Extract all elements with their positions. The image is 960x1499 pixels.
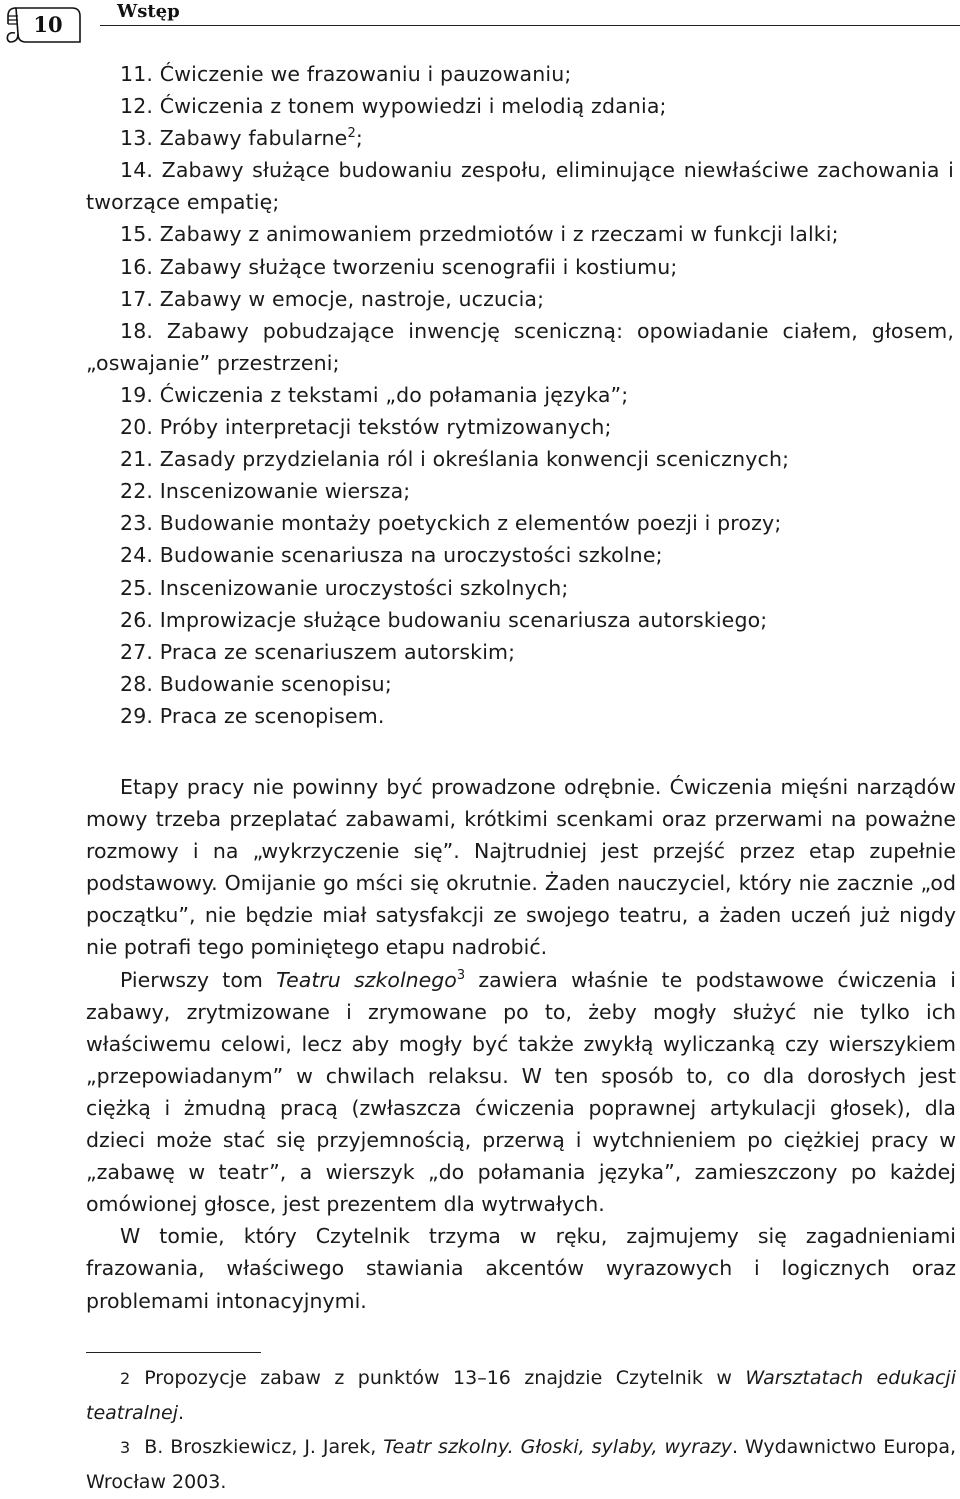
footnote <box>86 1430 956 1499</box>
list-item <box>86 572 954 604</box>
footnotes <box>86 1361 956 1499</box>
list-item-number: 17. <box>120 286 154 311</box>
list-item-number: 28. <box>120 671 154 696</box>
list-item-text: Ćwiczenie we frazowaniu i pauzowaniu; <box>159 62 572 86</box>
running-head: Wstęp <box>117 1 180 22</box>
paragraph-text: Pierwszy tom <box>120 967 277 992</box>
list-item-text: Praca ze scenopisem. <box>159 703 385 728</box>
footnote-mark: 3 <box>120 1438 131 1457</box>
paragraph <box>86 964 956 1221</box>
list-item-number: 19. <box>120 382 154 407</box>
list-item-number: 20. <box>120 415 154 440</box>
footnote-text: Propozycje zabaw z punktów 13–16 znajdzie Czytelnik w <box>144 1367 746 1389</box>
paragraph <box>86 1220 956 1316</box>
list-item-text: Zabawy fabularne <box>159 126 348 151</box>
list-item-number: 21. <box>120 447 154 472</box>
page-number: 10 <box>33 12 63 37</box>
list-item-text: Inscenizowanie uroczystości szkolnych; <box>159 575 569 600</box>
page-header <box>0 0 960 50</box>
list-item-text: Praca ze scenariuszem autorskim; <box>159 639 516 664</box>
paragraph-text: W tomie, który Czytelnik trzyma w ręku, zajmujemy się zagadnieniami frazowania, właściwego stawiania akcentów wyrazowych i logicznych oraz problemami intonacyjnymi. <box>86 1224 956 1313</box>
list-item <box>86 58 954 90</box>
list-item-number: 15. <box>120 222 154 247</box>
list-item <box>86 475 954 507</box>
list-item-text: Zabawy służące budowaniu zespołu, eliminujące niewłaściwe zachowania i tworzące empatię; <box>86 158 955 215</box>
footnote-title: Teatr szkolny. Głoski, sylaby, wyrazy <box>383 1436 732 1458</box>
list-item <box>86 443 954 475</box>
list-item-number: 18. <box>120 318 154 343</box>
list-item-text: Zabawy w emocje, nastroje, uczucia; <box>159 286 545 311</box>
footnote-text: . <box>177 1402 185 1424</box>
exercise-list <box>86 58 954 732</box>
list-item <box>86 539 954 571</box>
list-item-number: 22. <box>120 479 154 504</box>
footnote-ref: 3 <box>456 967 466 983</box>
list-item-text: Zabawy pobudzające inwencję sceniczną: opowiadanie ciałem, głosem, „oswajanie” przestrzeni; <box>86 318 955 375</box>
list-item <box>86 218 954 250</box>
list-item-punct: ; <box>355 126 363 151</box>
page-number-badge <box>6 2 76 46</box>
list-item-number: 16. <box>120 254 154 279</box>
list-item-number: 25. <box>120 575 154 600</box>
list-item <box>86 122 954 154</box>
list-item-text: Próby interpretacji tekstów rytmizowanych; <box>159 415 612 440</box>
list-item <box>86 507 954 539</box>
list-item-number: 14. <box>120 158 154 183</box>
footnote-ref: 2 <box>347 126 356 142</box>
list-item-number: 26. <box>120 607 154 632</box>
list-item-number: 23. <box>120 511 154 536</box>
footnote-rule <box>86 1352 261 1353</box>
list-item <box>86 668 954 700</box>
list-item-number: 27. <box>120 639 154 664</box>
list-item-text: Zasady przydzielania ról i określania konwencji scenicznych; <box>159 447 790 472</box>
list-item-number: 12. <box>120 94 154 119</box>
list-item-number: 24. <box>120 543 154 568</box>
list-item-text: Budowanie montaży poetyckich z elementów poezji i prozy; <box>159 511 782 536</box>
list-item-text: Zabawy służące tworzeniu scenografii i kostiumu; <box>159 254 678 279</box>
list-item-text: Ćwiczenia z tonem wypowiedzi i melodią zdania; <box>159 94 667 119</box>
list-item-number: 13. <box>120 126 154 151</box>
list-item-text: Zabawy z animowaniem przedmiotów i z rzeczami w funkcji lalki; <box>159 222 839 247</box>
paragraph-text: Etapy pracy nie powinny być prowadzone odrębnie. Ćwiczenia mięśni narządów mowy trzeba przeplatać zabawami, krótkimi scenkami oraz przerwami na poważne rozmowy i na „wykrzyczenie się”. Najtrudniej jest przejść przez etap zupełnie podstawowy. Omijanie go mści się okrutnie. Żaden nauczyciel, który nie zacznie „od początku”, nie będzie miał satysfakcji ze swojego teatru, a żaden uczeń już nigdy nie potrafi tego pominiętego etapu nadrobić. <box>86 775 956 960</box>
list-item <box>86 411 954 443</box>
paragraph <box>86 771 956 964</box>
list-item-text: Budowanie scenopisu; <box>159 671 392 696</box>
list-item-text: Budowanie scenariusza na uroczystości szkolne; <box>159 543 663 568</box>
footnote-mark: 2 <box>120 1369 131 1388</box>
paragraph-text: zawiera właśnie te podstawowe ćwiczenia i zabawy, zrytmizowane i zrymowane po to, żeby mogły służyć nie tylko ich właściwemu celowi, lecz aby mogły być także zwykłą wyliczanką czy wierszykiem „przepowiadanym” w chwilach relaksu. W ten sposób to, co dla dorosłych jest ciężką i żmudną pracą (zwłaszcza ćwiczenia poprawnej artykulacji głosek), dla dzieci może stać się przyjemnością, przerwą i wytchnieniem po ciężkiej pracy w „zabawę w teatr”, a wierszyk „do połamania języka”, zamieszczony po każdej omówionej głosce, jest prezentem dla wytrwałych. <box>86 967 956 1217</box>
book-title: Teatru szkolnego <box>276 967 457 992</box>
footnote-text: B. Broszkiewicz, J. Jarek, <box>144 1436 384 1458</box>
list-item <box>86 154 954 218</box>
list-item <box>86 315 954 379</box>
list-item <box>86 636 954 668</box>
list-item <box>86 700 954 732</box>
footnote-title: Warsztatach edukacji teatralnej <box>86 1367 956 1424</box>
body-text <box>86 771 956 1317</box>
list-item-number: 11. <box>120 62 154 86</box>
list-item <box>86 251 954 283</box>
list-item <box>86 90 954 122</box>
list-item-text: Ćwiczenia z tekstami „do połamania języka”; <box>159 382 629 407</box>
footnote <box>86 1361 956 1430</box>
list-item-text: Inscenizowanie wiersza; <box>159 479 411 504</box>
header-rule <box>100 25 960 26</box>
list-item-text: Improwizacje służące budowaniu scenariusza autorskiego; <box>159 607 768 632</box>
list-item <box>86 379 954 411</box>
list-item <box>86 604 954 636</box>
list-item-number: 29. <box>120 703 154 728</box>
list-item <box>86 283 954 315</box>
footnote-text: . Wydawnictwo Europa, Wrocław 2003. <box>86 1436 957 1493</box>
